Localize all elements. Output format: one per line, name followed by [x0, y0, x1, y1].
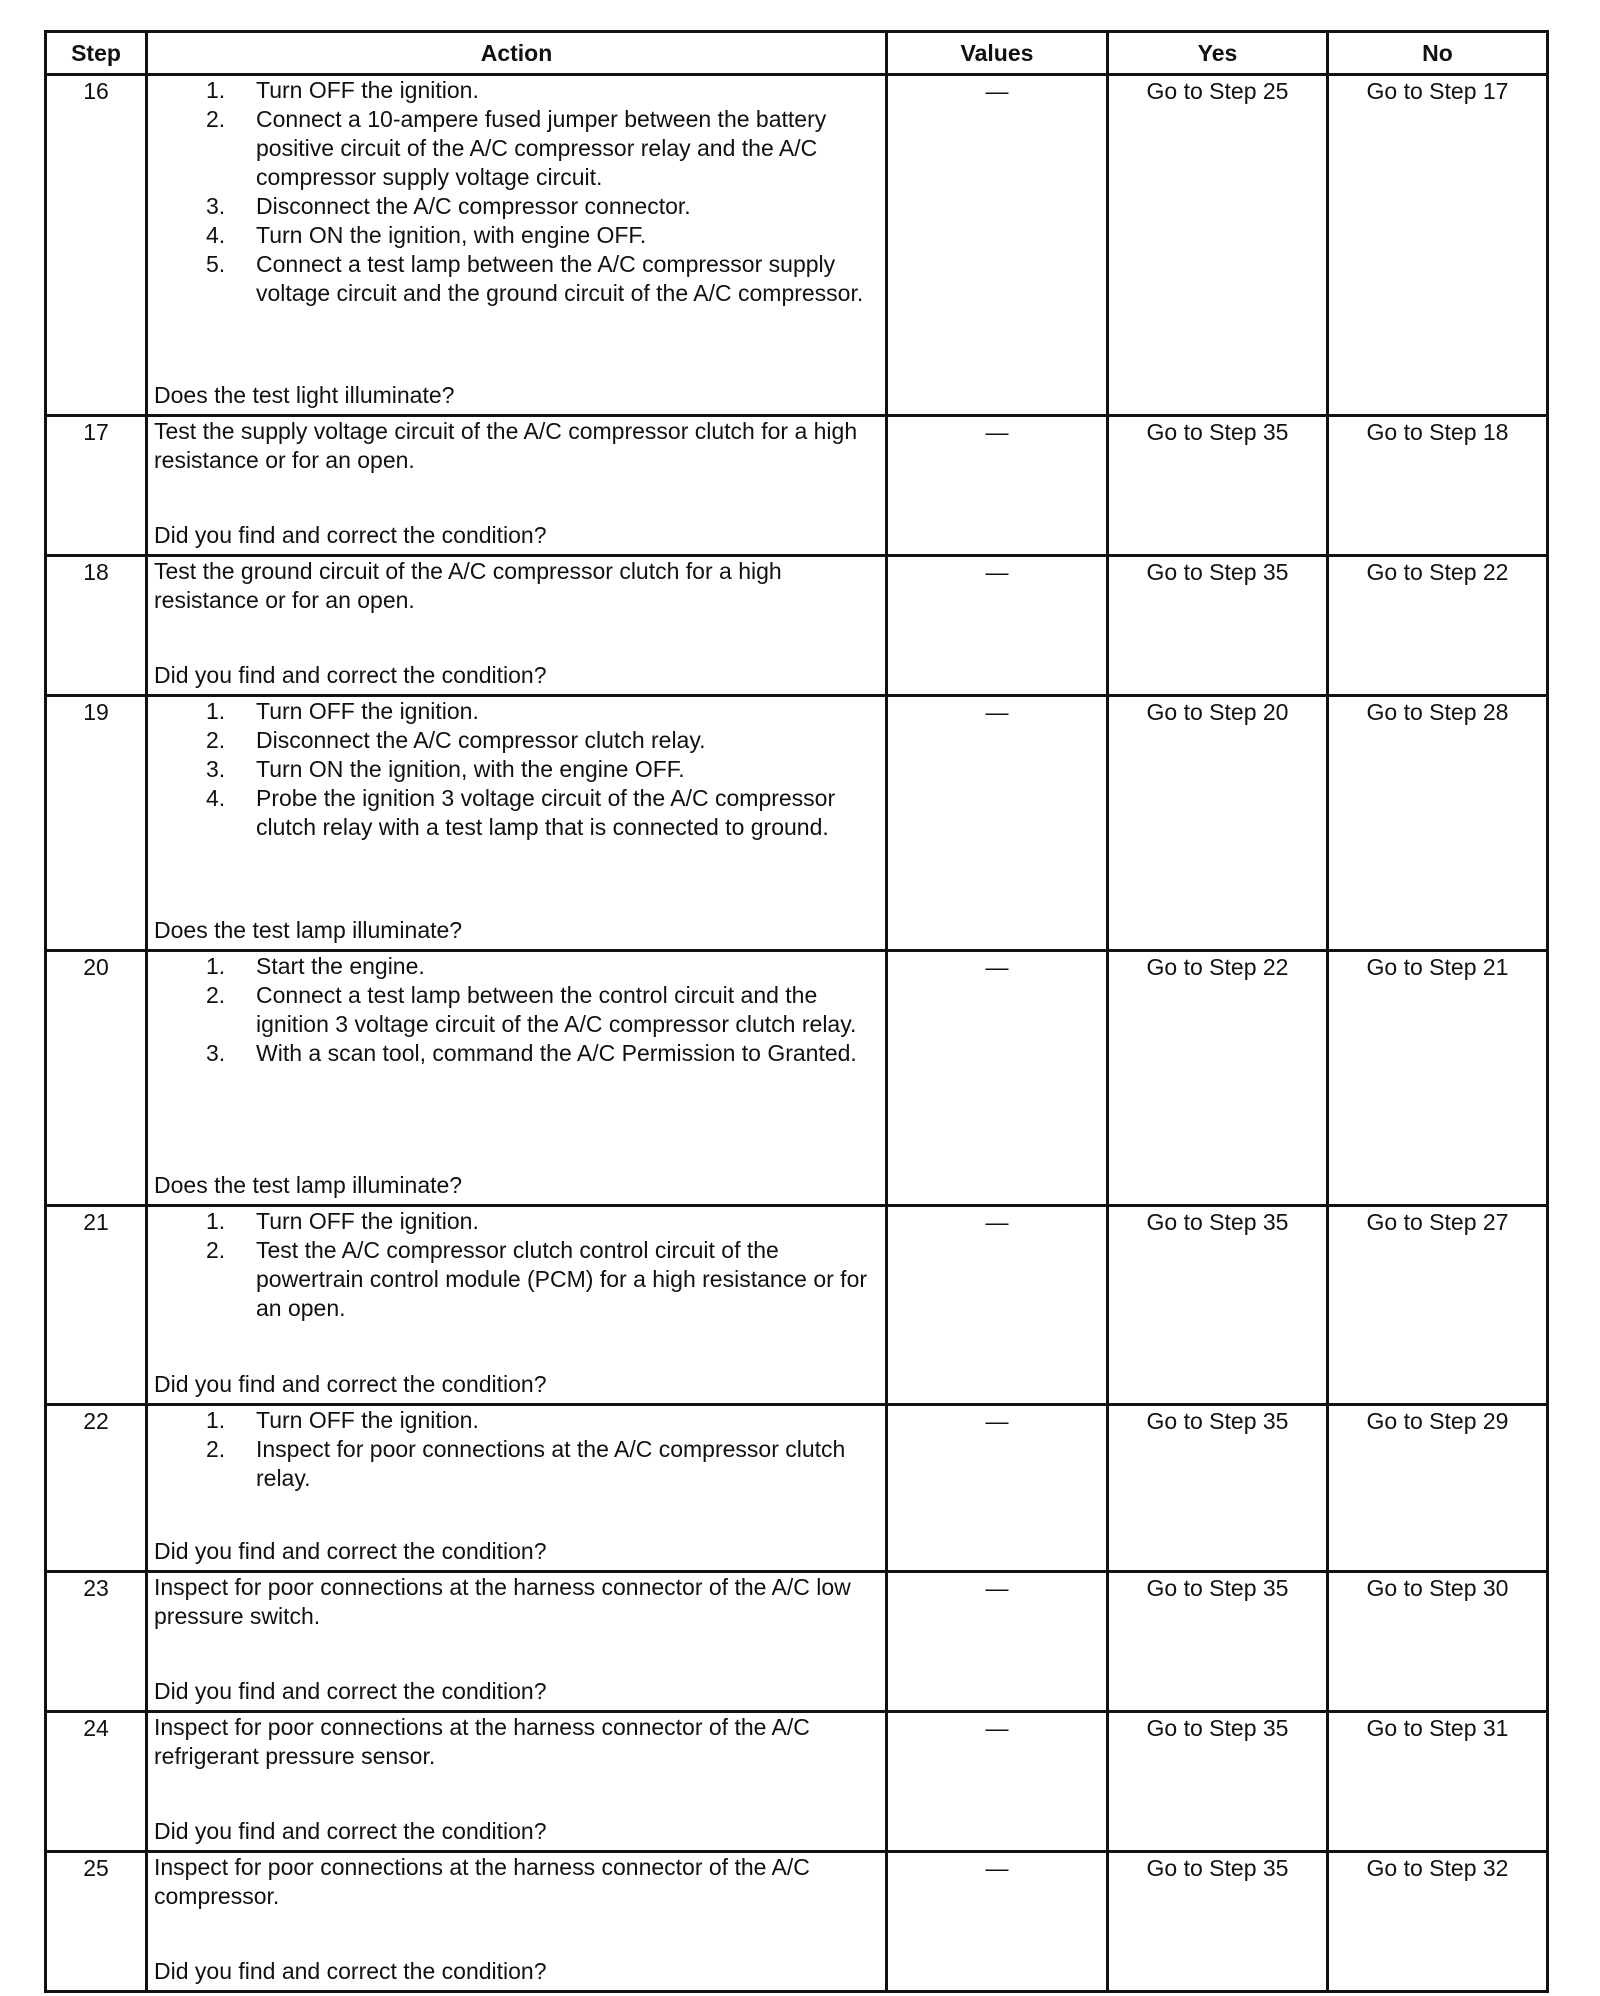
values-cell: —: [887, 1405, 1108, 1572]
values-cell: —: [887, 1572, 1108, 1712]
action-question: Did you find and correct the condition?: [154, 1538, 547, 1564]
action-content: [154, 1573, 879, 1706]
action-cell: [147, 1405, 887, 1572]
action-question: Did you find and correct the condition?: [154, 1958, 547, 1984]
header-values: Values: [887, 32, 1108, 75]
action-step: [154, 105, 879, 192]
action-step: [154, 981, 879, 1039]
table-row: [46, 556, 1548, 696]
step-number: 24: [46, 1712, 147, 1852]
action-steps-list: [154, 1207, 879, 1323]
action-step-text: Test the A/C compressor clutch control circuit of the powertrain control module (PCM) for a high resistance or for an open.: [256, 1237, 868, 1321]
no-cell: Go to Step 29: [1328, 1405, 1548, 1572]
action-cell: [147, 416, 887, 556]
values-cell: —: [887, 1206, 1108, 1405]
action-step-number: 1.: [206, 1208, 226, 1234]
values-cell: —: [887, 696, 1108, 951]
yes-cell: Go to Step 25: [1108, 75, 1328, 416]
action-step-text: Turn ON the ignition, with the engine OFF.: [256, 756, 685, 782]
action-content: [154, 76, 879, 410]
step-number: 17: [46, 416, 147, 556]
action-step-text: Turn OFF the ignition.: [256, 1208, 479, 1234]
action-step: [154, 697, 879, 726]
action-cell: [147, 75, 887, 416]
values-cell: —: [887, 1852, 1108, 1992]
table-row: [46, 1852, 1548, 1992]
action-question: Does the test light illuminate?: [154, 382, 455, 408]
action-step-number: 4.: [206, 785, 226, 811]
action-text: Test the ground circuit of the A/C compressor clutch for a high resistance or for an open.: [154, 558, 782, 613]
no-cell: Go to Step 21: [1328, 951, 1548, 1206]
values-cell: —: [887, 1712, 1108, 1852]
action-step-number: 1.: [206, 1407, 226, 1433]
action-step-number: 1.: [206, 953, 226, 979]
no-cell: Go to Step 30: [1328, 1572, 1548, 1712]
step-number: 16: [46, 75, 147, 416]
action-step: [154, 726, 879, 755]
action-step: [154, 76, 879, 105]
action-step-number: 2.: [206, 1436, 226, 1462]
table-row: [46, 1206, 1548, 1405]
header-action: Action: [147, 32, 887, 75]
step-number: 21: [46, 1206, 147, 1405]
action-content: [154, 557, 879, 690]
table-row: [46, 1572, 1548, 1712]
action-step-number: 2.: [206, 982, 226, 1008]
action-step-text: Connect a test lamp between the A/C compressor supply voltage circuit and the ground circuit of the A/C compressor.: [256, 251, 864, 306]
step-number: 18: [46, 556, 147, 696]
action-question: Did you find and correct the condition?: [154, 1818, 547, 1844]
no-cell: Go to Step 27: [1328, 1206, 1548, 1405]
action-cell: [147, 951, 887, 1206]
no-cell: Go to Step 28: [1328, 696, 1548, 951]
action-content: [154, 1853, 879, 1986]
table-row: [46, 951, 1548, 1206]
action-content: [154, 1713, 879, 1846]
action-step-number: 3.: [206, 756, 226, 782]
no-cell: Go to Step 18: [1328, 416, 1548, 556]
action-cell: [147, 1852, 887, 1992]
header-no: No: [1328, 32, 1548, 75]
action-step-text: With a scan tool, command the A/C Permission to Granted.: [256, 1040, 857, 1066]
action-cell: [147, 1572, 887, 1712]
action-step-text: Turn OFF the ignition.: [256, 698, 479, 724]
action-question: Did you find and correct the condition?: [154, 662, 547, 688]
step-number: 23: [46, 1572, 147, 1712]
action-step-text: Turn OFF the ignition.: [256, 1407, 479, 1433]
action-content: [154, 1406, 879, 1566]
no-cell: Go to Step 22: [1328, 556, 1548, 696]
action-question: Did you find and correct the condition?: [154, 522, 547, 548]
action-text: Inspect for poor connections at the harness connector of the A/C low pressure switch.: [154, 1574, 851, 1629]
header-step: Step: [46, 32, 147, 75]
action-step-text: Probe the ignition 3 voltage circuit of the A/C compressor clutch relay with a test lamp that is connected to ground.: [256, 785, 836, 840]
action-content: [154, 952, 879, 1200]
action-content: [154, 1207, 879, 1399]
table-row: [46, 416, 1548, 556]
action-content: [154, 697, 879, 945]
action-step: [154, 1435, 879, 1493]
action-question: Did you find and correct the condition?: [154, 1678, 547, 1704]
action-steps-list: [154, 697, 879, 842]
action-step-number: 2.: [206, 1237, 226, 1263]
action-step-text: Start the engine.: [256, 953, 425, 979]
action-step: [154, 1207, 879, 1236]
yes-cell: Go to Step 20: [1108, 696, 1328, 951]
step-number: 19: [46, 696, 147, 951]
action-question: Did you find and correct the condition?: [154, 1371, 547, 1397]
action-question: Does the test lamp illuminate?: [154, 917, 463, 943]
action-step-number: 4.: [206, 222, 226, 248]
values-cell: —: [887, 416, 1108, 556]
table-row: [46, 696, 1548, 951]
no-cell: Go to Step 32: [1328, 1852, 1548, 1992]
action-text: Inspect for poor connections at the harness connector of the A/C compressor.: [154, 1854, 810, 1909]
action-step-text: Disconnect the A/C compressor clutch relay.: [256, 727, 706, 753]
action-step: [154, 755, 879, 784]
diagnostic-table: [44, 30, 1549, 1993]
action-step: [154, 1039, 879, 1068]
header-row: [46, 32, 1548, 75]
values-cell: —: [887, 75, 1108, 416]
yes-cell: Go to Step 35: [1108, 1405, 1328, 1572]
action-step-number: 1.: [206, 698, 226, 724]
action-step: [154, 952, 879, 981]
table-body: [46, 75, 1548, 1992]
yes-cell: Go to Step 35: [1108, 1852, 1328, 1992]
action-step-number: 2.: [206, 106, 226, 132]
action-step-text: Connect a 10-ampere fused jumper between the battery positive circuit of the A/C compressor relay and the A/C compressor supply voltage circuit.: [256, 106, 827, 190]
action-cell: [147, 556, 887, 696]
header-yes: Yes: [1108, 32, 1328, 75]
action-cell: [147, 1712, 887, 1852]
yes-cell: Go to Step 35: [1108, 556, 1328, 696]
action-step: [154, 784, 879, 842]
table-row: [46, 1712, 1548, 1852]
step-number: 22: [46, 1405, 147, 1572]
action-step-text: Disconnect the A/C compressor connector.: [256, 193, 691, 219]
values-cell: —: [887, 556, 1108, 696]
yes-cell: Go to Step 35: [1108, 1206, 1328, 1405]
action-steps-list: [154, 76, 879, 308]
action-step-text: Connect a test lamp between the control circuit and the ignition 3 voltage circuit of the A/C compressor clutch relay.: [256, 982, 857, 1037]
action-step: [154, 250, 879, 308]
no-cell: Go to Step 31: [1328, 1712, 1548, 1852]
action-text: Inspect for poor connections at the harness connector of the A/C refrigerant pressure sensor.: [154, 1714, 810, 1769]
action-cell: [147, 1206, 887, 1405]
action-step: [154, 221, 879, 250]
action-step-number: 1.: [206, 77, 226, 103]
action-step: [154, 1406, 879, 1435]
action-step-number: 2.: [206, 727, 226, 753]
step-number: 25: [46, 1852, 147, 1992]
action-step: [154, 1236, 879, 1323]
values-cell: —: [887, 951, 1108, 1206]
action-cell: [147, 696, 887, 951]
action-steps-list: [154, 952, 879, 1068]
yes-cell: Go to Step 35: [1108, 1712, 1328, 1852]
action-step-text: Inspect for poor connections at the A/C compressor clutch relay.: [256, 1436, 846, 1491]
step-number: 20: [46, 951, 147, 1206]
table-row: [46, 75, 1548, 416]
action-text: Test the supply voltage circuit of the A/C compressor clutch for a high resistance or for an open.: [154, 418, 858, 473]
action-step-number: 5.: [206, 251, 226, 277]
action-step-number: 3.: [206, 1040, 226, 1066]
yes-cell: Go to Step 35: [1108, 1572, 1328, 1712]
action-step-text: Turn OFF the ignition.: [256, 77, 479, 103]
yes-cell: Go to Step 35: [1108, 416, 1328, 556]
action-step-number: 3.: [206, 193, 226, 219]
action-step-text: Turn ON the ignition, with engine OFF.: [256, 222, 647, 248]
action-steps-list: [154, 1406, 879, 1493]
yes-cell: Go to Step 22: [1108, 951, 1328, 1206]
action-step: [154, 192, 879, 221]
action-question: Does the test lamp illuminate?: [154, 1172, 463, 1198]
table-row: [46, 1405, 1548, 1572]
no-cell: Go to Step 17: [1328, 75, 1548, 416]
action-content: [154, 417, 879, 550]
